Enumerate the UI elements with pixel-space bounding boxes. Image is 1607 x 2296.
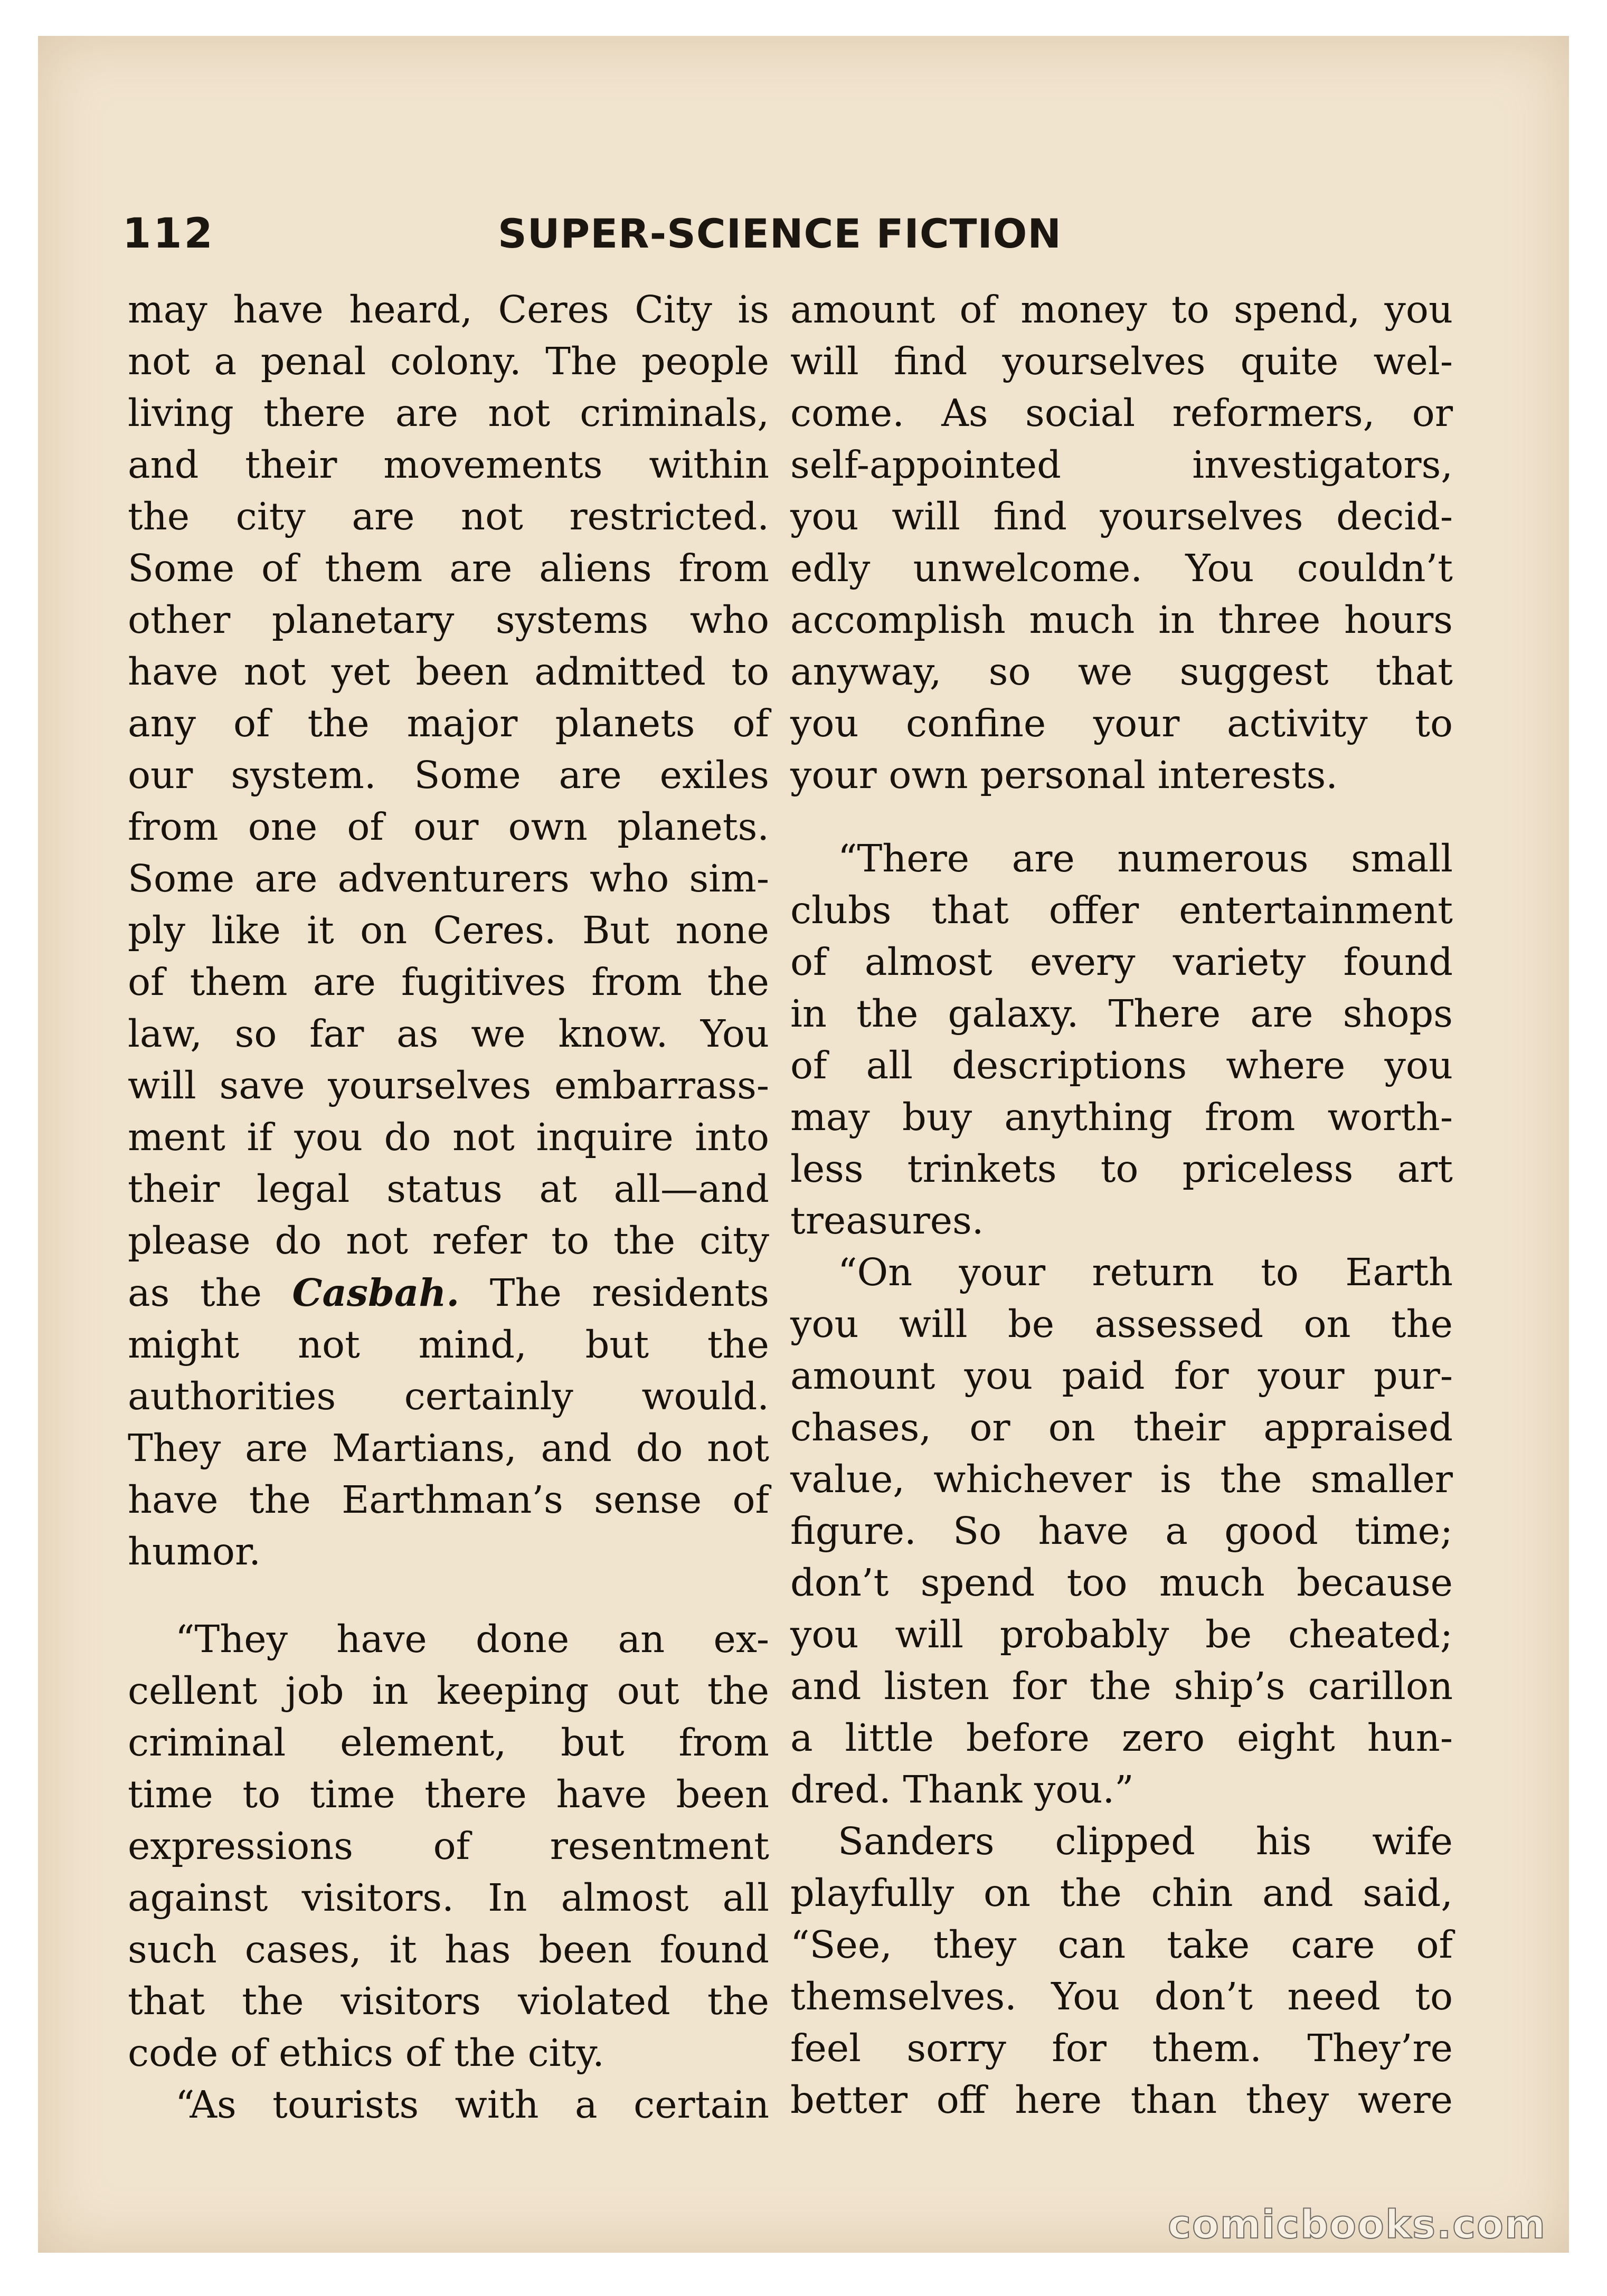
text-line: may buy anything from worth- <box>790 1095 1453 1139</box>
text-line: code of ethics of the city. <box>128 2031 604 2075</box>
text-line: your own personal interests. <box>790 753 1338 797</box>
text-segment: as the <box>128 1271 292 1315</box>
text-line: might not mind, but the <box>128 1323 769 1367</box>
text-line: cellent job in keeping out the <box>128 1669 769 1713</box>
text-line: you confine your activity to <box>790 701 1453 745</box>
right-column <box>790 284 1453 2126</box>
text-line: of them are fugitives from the <box>128 960 769 1004</box>
text-line: may have heard, Ceres City is <box>128 288 769 331</box>
text-line: self-appointed investigators, <box>790 443 1453 487</box>
text-line: our system. Some are exiles <box>128 753 769 797</box>
text-line: you will find yourselves decid- <box>790 495 1453 538</box>
text-line: the city are not restricted. <box>128 495 769 538</box>
text-line: and listen for the ship’s carillon <box>790 1664 1453 1708</box>
text-line: will save yourselves embarrass- <box>128 1064 769 1107</box>
text-segment: The residents <box>459 1271 770 1315</box>
text-line: living there are not criminals, <box>128 391 769 435</box>
text-line: Some of them are aliens from <box>128 546 769 590</box>
text-line: clubs that offer entertainment <box>790 888 1453 932</box>
text-line: feel sorry for them. They’re <box>790 2026 1453 2070</box>
text-line: have not yet been admitted to <box>128 650 769 694</box>
text-line: humor. <box>128 1530 261 1573</box>
text-line: ply like it on Ceres. But none <box>128 908 769 952</box>
text-line: dred. Thank you.” <box>790 1768 1134 1811</box>
text-line: “As tourists with a certain <box>175 2083 769 2127</box>
text-line: have the Earthman’s sense of <box>128 1478 769 1522</box>
text-line: “See, they can take care of <box>790 1923 1453 1967</box>
text-line: value, whichever is the smaller <box>790 1457 1453 1501</box>
text-line <box>128 1267 769 1319</box>
text-line: less trinkets to priceless art <box>790 1147 1453 1191</box>
text-line: criminal element, but from <box>128 1721 769 1764</box>
text-line: treasures. <box>790 1199 984 1242</box>
text-line: not a penal colony. The people <box>128 339 769 383</box>
text-line: you will probably be cheated; <box>790 1612 1453 1656</box>
text-line: accomplish much in three hours <box>790 598 1453 642</box>
text-line: such cases, it has been found <box>128 1928 769 1971</box>
text-line: amount of money to spend, you <box>790 288 1453 331</box>
text-line: They are Martians, and do not <box>128 1426 769 1470</box>
text-line: other planetary systems who <box>128 598 769 642</box>
left-column <box>128 284 769 2131</box>
text-line: “On your return to Earth <box>838 1250 1453 1294</box>
paragraph-gap <box>790 801 1453 833</box>
text-line: “They have done an ex- <box>175 1617 769 1661</box>
text-line: “There are numerous small <box>838 837 1453 880</box>
text-line: law, so far as we know. You <box>128 1012 769 1056</box>
text-line: playfully on the chin and said, <box>790 1871 1453 1915</box>
text-line: their legal status at all—and <box>128 1167 769 1211</box>
site-watermark: comicbooks.com <box>1168 2202 1546 2247</box>
text-line: against visitors. In almost all <box>128 1876 769 1920</box>
text-line: that the visitors violated the <box>128 1979 769 2023</box>
text-line: themselves. You don’t need to <box>790 1975 1453 2018</box>
text-line: ment if you do not inquire into <box>128 1115 769 1159</box>
text-line: any of the major planets of <box>128 701 769 745</box>
text-line: and their movements within <box>128 443 769 487</box>
text-line: don’t spend too much because <box>790 1561 1453 1605</box>
text-line: a little before zero eight hun- <box>790 1716 1453 1760</box>
text-line: better off here than they were <box>790 2078 1453 2122</box>
text-line: Sanders clipped his wife <box>838 1819 1453 1863</box>
text-line: time to time there have been <box>128 1772 769 1816</box>
book-page <box>38 36 1569 2253</box>
text-line: authorities certainly would. <box>128 1374 769 1418</box>
text-line: come. As social reformers, or <box>790 391 1453 435</box>
text-line: Some are adventurers who sim- <box>128 857 769 900</box>
text-line: expressions of resentment <box>128 1824 769 1868</box>
text-line: of all descriptions where you <box>790 1043 1453 1087</box>
paragraph-gap <box>128 1578 769 1614</box>
text-line: from one of our own planets. <box>128 805 769 849</box>
page-number: 112 <box>122 210 215 258</box>
text-line: please do not refer to the city <box>128 1219 769 1263</box>
text-line: chases, or on their appraised <box>790 1406 1453 1449</box>
italic-word: Casbah. <box>292 1270 460 1315</box>
running-title: SUPER-SCIENCE FICTION <box>498 210 1062 257</box>
text-line: in the galaxy. There are shops <box>790 992 1453 1036</box>
text-line: will find yourselves quite wel- <box>790 339 1453 383</box>
text-line: edly unwelcome. You couldn’t <box>790 546 1453 590</box>
text-line: figure. So have a good time; <box>790 1509 1453 1553</box>
text-line: amount you paid for your pur- <box>790 1354 1453 1398</box>
text-line: anyway, so we suggest that <box>790 650 1453 694</box>
text-line: you will be assessed on the <box>790 1302 1453 1346</box>
text-line: of almost every variety found <box>790 940 1453 984</box>
page-header <box>122 210 1395 268</box>
